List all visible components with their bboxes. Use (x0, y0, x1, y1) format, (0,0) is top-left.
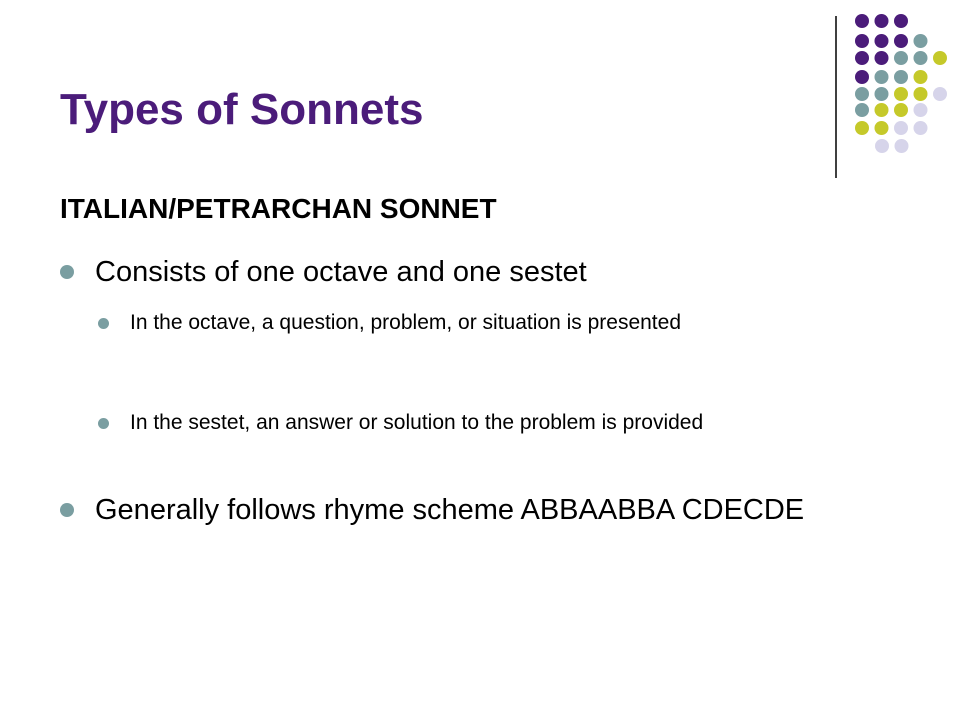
decorative-dot (894, 34, 908, 48)
decorative-dot (875, 121, 889, 135)
sub-bullet-dot-icon (98, 318, 109, 329)
decorative-dot (914, 70, 928, 84)
decorative-dot (894, 121, 908, 135)
decorative-dot (894, 14, 908, 28)
decorative-dot (855, 51, 869, 65)
decorative-dot (894, 51, 908, 65)
decorative-dot (875, 103, 889, 117)
sub-bullet-text: In the octave, a question, problem, or situation is presented (130, 311, 681, 334)
sub-bullet-text: In the sestet, an answer or solution to the problem is provided (130, 411, 704, 434)
decorative-dot (855, 103, 869, 117)
dot-grid (855, 14, 947, 153)
decorative-dot (933, 51, 947, 65)
decorative-dot (914, 103, 928, 117)
section-heading: ITALIAN/PETRARCHAN SONNET (60, 193, 497, 224)
decorative-dot (855, 14, 869, 28)
decorative-dot (914, 51, 928, 65)
decorative-dot (914, 121, 928, 135)
decorative-dot (894, 70, 908, 84)
decorative-dot (875, 14, 889, 28)
decorative-dot (933, 87, 947, 101)
decorative-dot (855, 121, 869, 135)
decorative-dot (875, 87, 889, 101)
bullet-text: Generally follows rhyme scheme ABBAABBA CDECDE (95, 494, 805, 526)
decorative-dot (914, 34, 928, 48)
decorative-dot (914, 87, 928, 101)
bullet-text: Consists of one octave and one sestet (95, 256, 587, 288)
decorative-dot (875, 70, 889, 84)
decorative-dot (855, 87, 869, 101)
decorative-dot (894, 87, 908, 101)
decorative-dot (875, 34, 889, 48)
sub-bullet-dot-icon (98, 418, 109, 429)
decorative-dot (855, 34, 869, 48)
bullet-dot-icon (60, 503, 74, 517)
decorative-dot (875, 51, 889, 65)
decorative-dot (895, 139, 909, 153)
bullet-dot-icon (60, 265, 74, 279)
decorative-dot (855, 70, 869, 84)
slide-title: Types of Sonnets (60, 85, 424, 134)
decorative-dot (894, 103, 908, 117)
decorative-dot (875, 139, 889, 153)
